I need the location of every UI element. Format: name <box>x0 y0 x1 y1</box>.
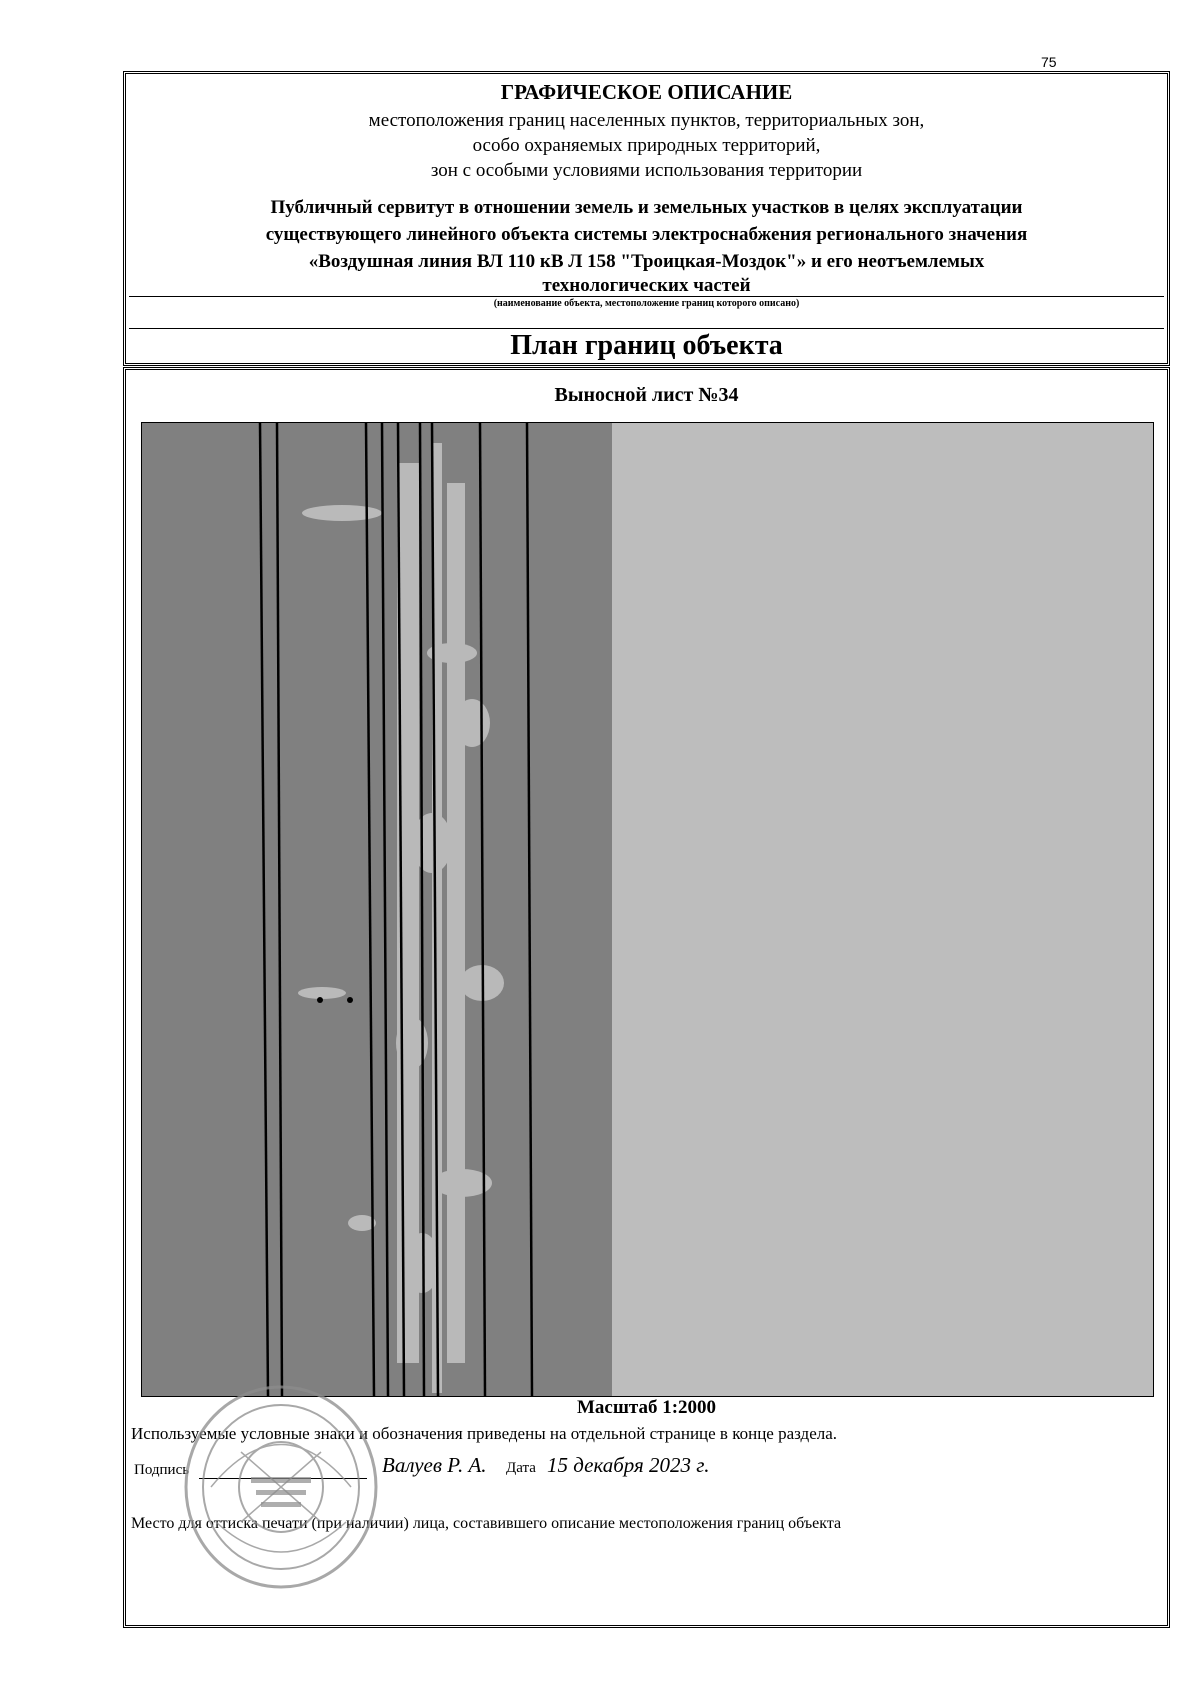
object-line-2: существующего линейного объекта системы электроснабжения регионального значения <box>265 224 1028 245</box>
date-value: 15 декабря 2023 г. <box>547 1453 710 1477</box>
object-line-1: Публичный сервитут в отношении земель и земельных участков в целях эксплуатации <box>270 197 1023 218</box>
stamp-note: Место для оттиска печати (при наличии) лица, составившего описание местоположения границ объекта <box>131 1515 842 1532</box>
map-raster-icon <box>142 423 1153 1396</box>
plan-frame <box>123 367 1170 1628</box>
object-caption: (наименование объекта, местоположение границ которого описано) <box>493 298 800 309</box>
header-frame <box>123 71 1170 366</box>
object-line-3: «Воздушная линия ВЛ 110 кВ Л 158 "Троицкая-Моздок"» и его неотъемлемых <box>308 251 985 272</box>
subtitle-line-2: особо охраняемых природных территорий, <box>472 135 821 156</box>
divider <box>129 296 1164 297</box>
divider <box>129 328 1164 329</box>
signature-label: Подпись <box>134 1462 190 1478</box>
sheet-title: Выносной лист №34 <box>554 384 739 406</box>
map-image <box>141 422 1154 1397</box>
date-label: Дата <box>506 1460 536 1476</box>
object-line-4: технологических частей <box>542 275 751 296</box>
map-scale: Масштаб 1:2000 <box>576 1397 717 1418</box>
subtitle-line-1: местоположения границ населенных пунктов, территориальных зон, <box>368 110 925 131</box>
legend-note: Используемые условные знаки и обозначения приведены на отдельной странице в конце раздела. <box>131 1424 838 1443</box>
page-number: 75 <box>1041 54 1057 70</box>
document-title: ГРАФИЧЕСКОЕ ОПИСАНИЕ <box>500 80 793 104</box>
plan-title: План границ объекта <box>510 330 783 361</box>
subtitle-line-3: зон с особыми условиями использования территории <box>430 160 863 181</box>
signer-name: Валуев Р. А. <box>382 1453 487 1477</box>
seal-stamp-icon <box>181 1382 381 1592</box>
